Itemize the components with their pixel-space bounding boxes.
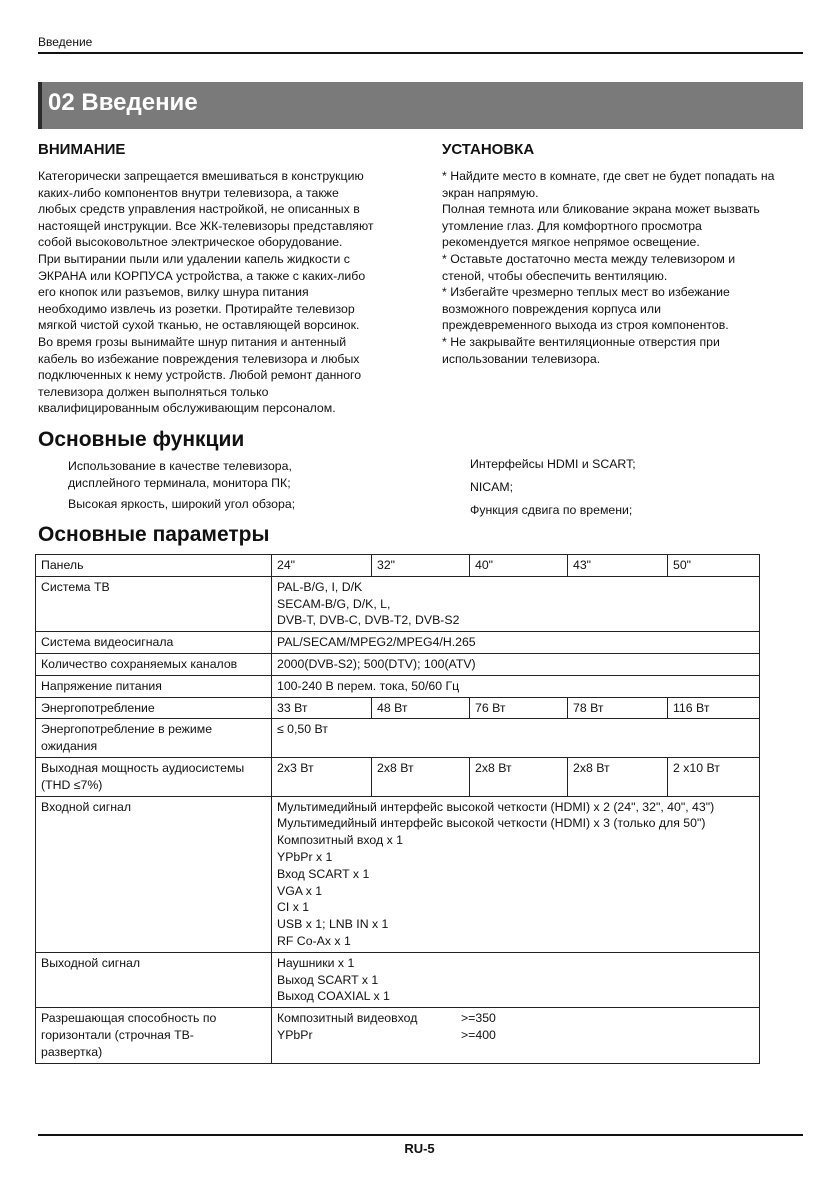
size-40: 40" [470, 555, 568, 577]
power-43: 78 Вт [568, 697, 668, 719]
voltage-value: 100-240 В перем. тока, 50/60 Гц [272, 675, 760, 697]
panel-label: Панель [36, 555, 272, 577]
output-value: Наушники х 1 Выход SCART x 1 Выход COAXIAL x 1 [272, 952, 760, 1007]
audio-43: 2х8 Вт [568, 757, 668, 796]
header-divider [38, 52, 803, 54]
input-label: Входной сигнал [36, 796, 272, 952]
features-heading: Основные функции [38, 428, 245, 451]
resolution-composite-name: Композитный видеовход [277, 1011, 418, 1026]
table-row [36, 632, 760, 654]
params-heading: Основные параметры [38, 523, 270, 546]
table-row [36, 796, 760, 952]
installation-text: * Найдите место в комнате, где свет не будет попадать на экран напрямую. Полная темнота или бликование экрана может вызвать утомление глаз. Для комфортного просмотра рекомендуется мягкое непрямое освещение. * Оставьте достаточно места между телевизором и стеной, чтобы обеспечить вентиляцию. * Избегайте чрезмерно теплых мест во избежание возможного повреждения корпуса или преждевременного выхода из строя компонентов. * Не закрывайте вентиляционные отверстия при использовании телевизора. [442, 169, 775, 366]
power-32: 48 Вт [372, 697, 470, 719]
standby-value: ≤ 0,50 Вт [272, 719, 760, 758]
warning-text: Категорически запрещается вмешиваться в конструкцию каких-либо компонентов внутри телевизора, а также любых средств управления настройкой, не описанных в настоящей инструкции. Все ЖК-телевизоры представляют собой высоковольтное электрическое оборудование. При вытирании пыли или удалении капель жидкости с ЭКРАНА или КОРПУСА устройства, а также с каких-либо его кнопок или разъемов, вилку шнура питания необходимо извлечь из розетки. Протирайте телевизор мягкой чистой сухой тканью, не оставляющей ворсинок. Во время грозы вынимайте шнур питания и антенный кабель во избежание повреждения телевизора и любых подключенных к нему устройств. Любой ремонт данного телевизора должен выполняться только квалифицированным обслуживающим персоналом. [38, 169, 374, 416]
resolution-ypbpr-value: >=400 [461, 1027, 496, 1042]
channels-label: Количество сохраняемых каналов [36, 653, 272, 675]
size-32: 32" [372, 555, 470, 577]
power-40: 76 Вт [470, 697, 568, 719]
table-row [36, 697, 760, 719]
tv-system-value: PAL-B/G, I, D/K SECAM-B/G, D/K, L, DVB-T, DVB-C, DVB-T2, DVB-S2 [272, 576, 760, 631]
voltage-label: Напряжение питания [36, 675, 272, 697]
tv-system-label: Система ТВ [36, 576, 272, 631]
feature-item: NICAM; [470, 480, 514, 494]
footer-divider [38, 1134, 803, 1136]
audio-50: 2 х10 Вт [668, 757, 760, 796]
feature-item: Высокая яркость, широкий угол обзора; [68, 497, 296, 511]
table-row [36, 952, 760, 1007]
table-row [36, 719, 760, 758]
size-50: 50" [668, 555, 760, 577]
chapter-banner [38, 82, 803, 129]
power-50: 116 Вт [668, 697, 760, 719]
table-row [36, 576, 760, 631]
installation-heading: УСТАНОВКА [442, 141, 535, 158]
running-header: Введение [38, 35, 93, 49]
chapter-title: 02 Введение [48, 89, 198, 116]
size-43: 43" [568, 555, 668, 577]
output-label: Выходной сигнал [36, 952, 272, 1007]
page-number: RU-5 [404, 1141, 435, 1156]
table-row [36, 675, 760, 697]
video-system-label: Система видеосигнала [36, 632, 272, 654]
audio-24: 2х3 Вт [272, 757, 372, 796]
table-row [36, 653, 760, 675]
input-value: Мультимедийный интерфейс высокой четкости (HDMI) x 2 (24", 32", 40", 43") Мультимедийный интерфейс высокой четкости (HDMI) x 3 (только для 50") Композитный вход х 1 YPbPr x 1 Вход SCART x 1 VGA x 1 CI x 1 USB x 1; LNB IN x 1 RF Co-Ax x 1 [272, 796, 760, 952]
channels-value: 2000(DVB-S2); 500(DTV); 100(ATV) [272, 653, 760, 675]
table-row [36, 555, 760, 577]
resolution-ypbpr-name: YPbPr [277, 1027, 313, 1042]
audio-32: 2х8 Вт [372, 757, 470, 796]
resolution-label: Разрешающая способность по горизонтали (строчная ТВ- развертка) [36, 1008, 272, 1063]
resolution-value [272, 1008, 760, 1063]
video-system-value: PAL/SECAM/MPEG2/MPEG4/H.265 [272, 632, 760, 654]
power-24: 33 Вт [272, 697, 372, 719]
feature-item: Интерфейсы HDMI и SCART; [470, 457, 636, 471]
resolution-composite-value: >=350 [461, 1011, 496, 1026]
feature-item: Функция сдвига по времени; [470, 503, 633, 517]
audio-40: 2х8 Вт [470, 757, 568, 796]
standby-label: Энергопотребление в режиме ожидания [36, 719, 272, 758]
specs-table [35, 554, 760, 1064]
feature-item: Использование в качестве телевизора, дисплейного терминала, монитора ПК; [68, 459, 292, 490]
table-row [36, 1008, 760, 1063]
audio-label: Выходная мощность аудиосистемы (THD ≤7%) [36, 757, 272, 796]
power-label: Энергопотребление [36, 697, 272, 719]
warning-heading: ВНИМАНИЕ [38, 141, 126, 158]
table-row [36, 757, 760, 796]
size-24: 24" [272, 555, 372, 577]
